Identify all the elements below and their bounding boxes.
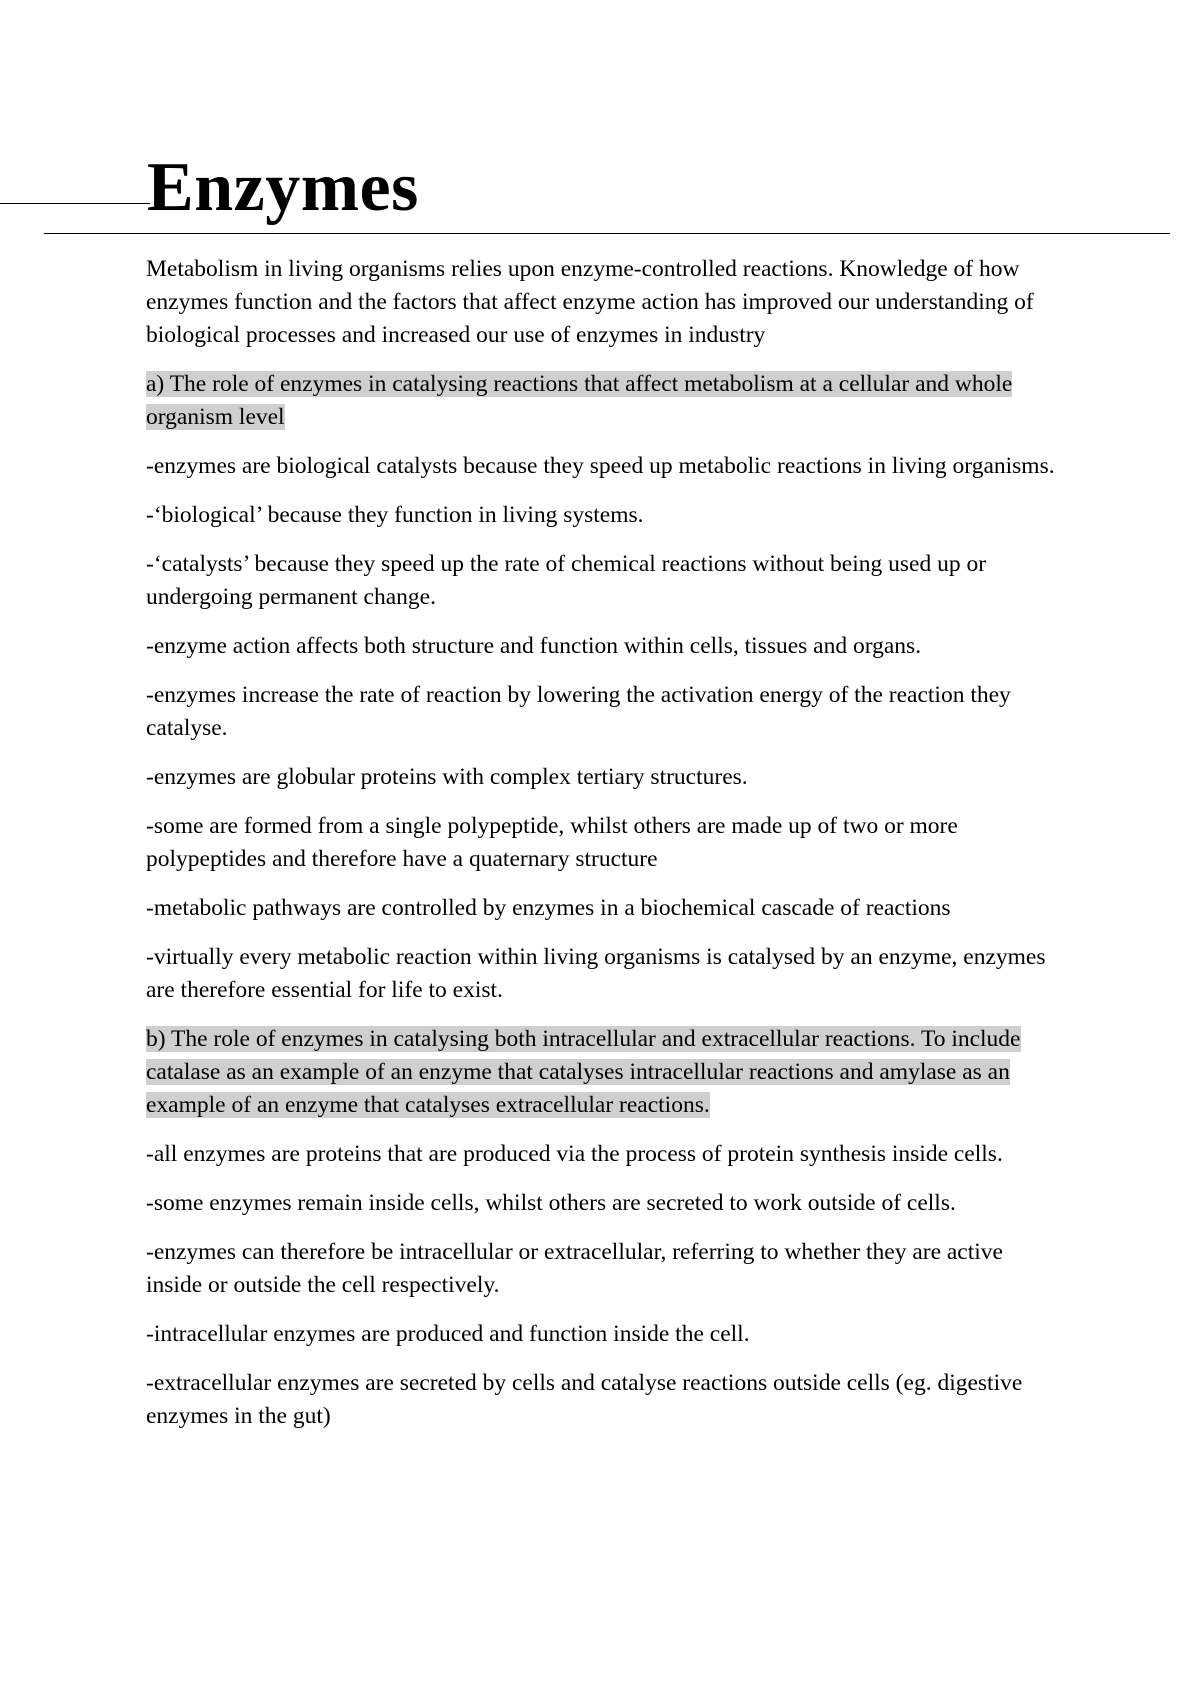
- section-a-heading-block: [146, 368, 1058, 434]
- section-a-point: -enzymes are biological catalysts because they speed up metabolic reactions in living organisms.: [146, 453, 1055, 479]
- intro-paragraph: Metabolism in living organisms relies upon enzyme-controlled reactions. Knowledge of how enzymes function and the factors that affect enzyme action has improved our understanding of biological processes and increased our use of enzymes in industry: [146, 256, 1034, 348]
- section-a-point: -virtually every metabolic reaction within living organisms is catalysed by an enzyme, enzymes are therefore essential for life to exist.: [146, 944, 1046, 1003]
- section-a-point: -metabolic pathways are controlled by enzymes in a biochemical cascade of reactions: [146, 895, 951, 921]
- section-a-point: -‘biological’ because they function in living systems.: [146, 502, 644, 528]
- section-b-point: -some enzymes remain inside cells, whilst others are secreted to work outside of cells.: [146, 1190, 956, 1216]
- section-b-point: -all enzymes are proteins that are produced via the process of protein synthesis inside cells.: [146, 1141, 1003, 1167]
- document-title: Enzymes: [147, 149, 419, 226]
- section-a-point: -some are formed from a single polypeptide, whilst others are made up of two or more polypeptides and therefore have a quaternary structure: [146, 813, 958, 872]
- section-a-heading: a) The role of enzymes in catalysing reactions that affect metabolism at a cellular and whole organism level: [146, 371, 1013, 430]
- section-b-point: -extracellular enzymes are secreted by cells and catalyse reactions outside cells (eg. digestive enzymes in the gut): [146, 1370, 1023, 1429]
- section-b-point: -intracellular enzymes are produced and function inside the cell.: [146, 1321, 750, 1347]
- title-underline: [44, 233, 1170, 234]
- document-body: [146, 253, 1058, 1449]
- section-a-point: -enzymes are globular proteins with complex tertiary structures.: [146, 764, 748, 790]
- section-a-point: -enzymes increase the rate of reaction by lowering the activation energy of the reaction they catalyse.: [146, 682, 1011, 741]
- section-a-point: -enzyme action affects both structure and function within cells, tissues and organs.: [146, 633, 922, 659]
- section-b-heading: b) The role of enzymes in catalysing both intracellular and extracellular reactions. To include catalase as an example of an enzyme that catalyses intracellular reactions and amylase as an example of an enzyme that catalyses extracellular reactions.: [146, 1026, 1021, 1118]
- section-b-heading-block: [146, 1023, 1058, 1122]
- title-left-rule: [0, 203, 150, 204]
- section-a-point: -‘catalysts’ because they speed up the rate of chemical reactions without being used up or undergoing permanent change.: [146, 551, 987, 610]
- section-b-point: -enzymes can therefore be intracellular or extracellular, referring to whether they are active inside or outside the cell respectively.: [146, 1239, 1003, 1298]
